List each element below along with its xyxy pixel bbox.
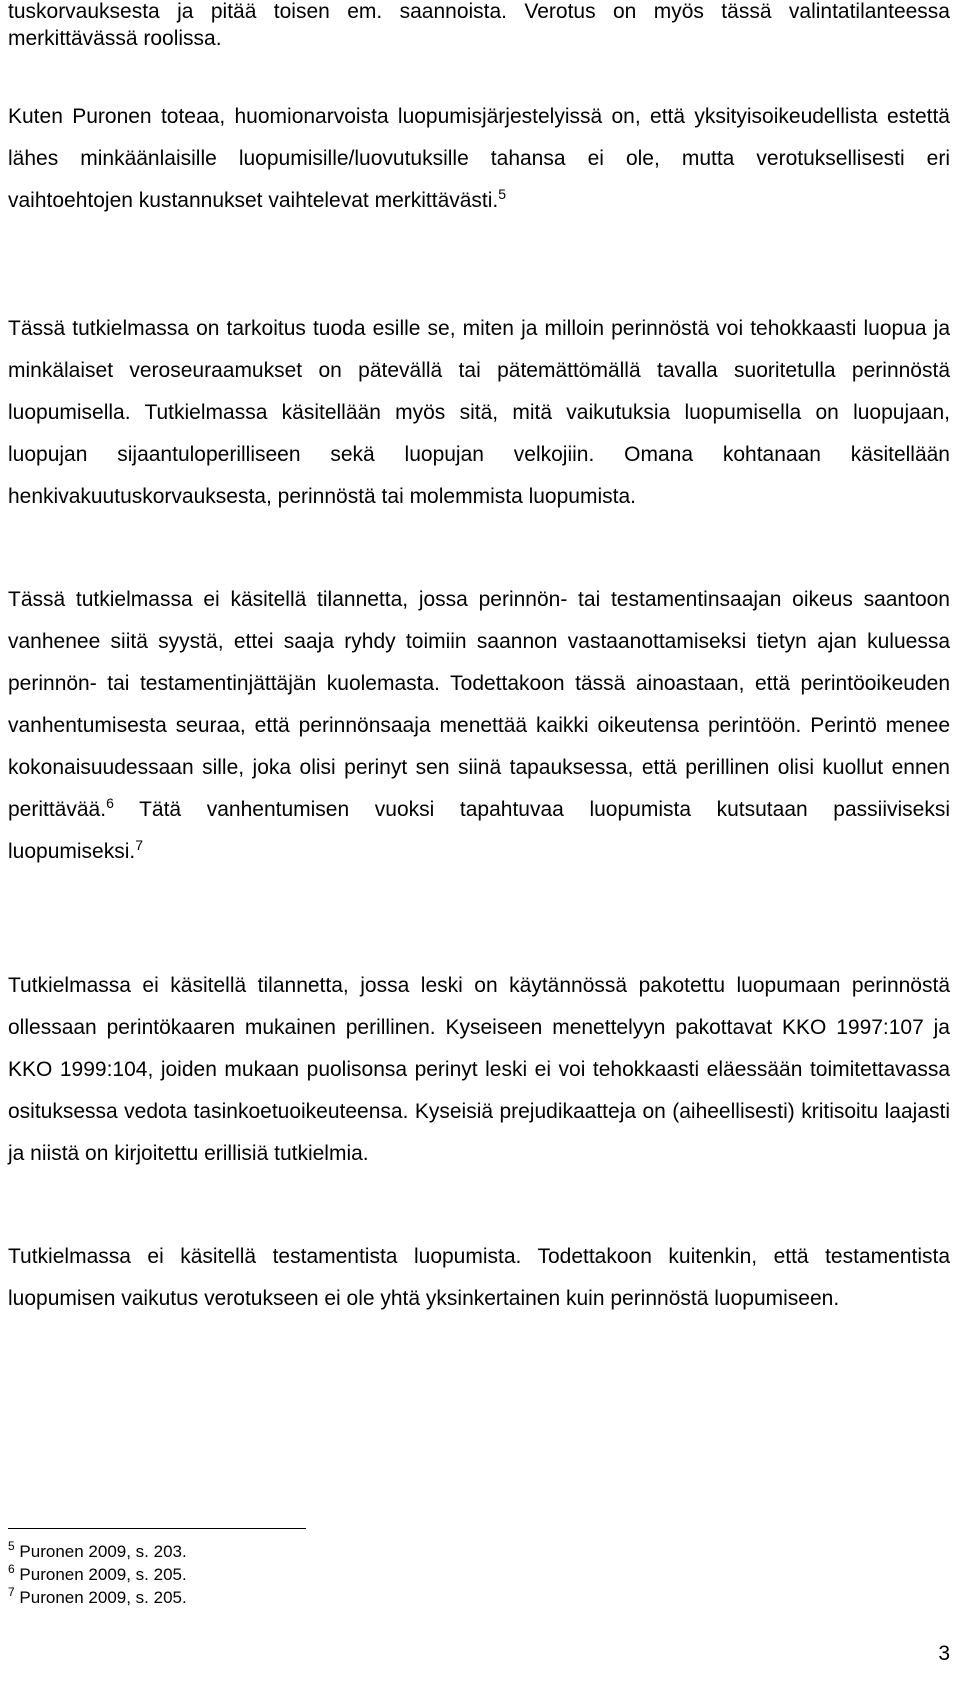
- paragraph-research-purpose: [8, 308, 950, 518]
- paragraph-puronen: [8, 96, 950, 222]
- footnote-reference: 5: [498, 186, 507, 202]
- footnote-number: 5: [8, 1539, 15, 1553]
- footnote-text: Puronen 2009, s. 205.: [14, 1565, 187, 1584]
- paragraph-text: Tätä vanhentumisen vuoksi tapahtuvaa luopumista kutsutaan passiiviseksi luopumiseksi.: [8, 798, 950, 863]
- paragraph-scope-widow: [8, 965, 950, 1175]
- paragraph-text: Tässä tutkielmassa on tarkoitus tuoda esille se, miten ja milloin perinnöstä voi tehokkaasti luopua ja minkälaiset veroseuraamukset on pätevällä tai pätemättömällä tavalla suoritetulla perinnöstä luopumisella. Tutkielmassa käsitellään myös sitä, mitä vaikutuksia luopumisella on luopujaan, luopujan sijaantuloperilliseen sekä luopujan velkojiin. Omana kohtanaan käsitellään henkivakuutuskorvauksesta, perinnöstä tai molemmista luopumista.: [8, 317, 950, 508]
- paragraph-continuation: [8, 0, 950, 52]
- paragraph-text: Tutkielmassa ei käsitellä tilannetta, jossa leski on käytännössä pakotettu luopumaan perinnöstä ollessaan perintökaaren mukainen perillinen. Kyseiseen menettelyyn pakottavat KKO 1997:107 ja KKO 1999:104, joiden mukaan puolisonsa perinyt leski ei voi tehokkaasti eläessään toimitettavassa osituksessa vedota tasinkoetuoikeuteensa. Kyseisiä prejudikaatteja on (aiheellisesti) kritisoitu laajasti ja niistä on kirjoitettu erillisiä tutkielmia.: [8, 974, 950, 1165]
- paragraph-text: tuskorvauksesta ja pitää toisen em. saannoista. Verotus on myös tässä valintatilanteessa merkittävässä roolissa.: [8, 0, 950, 50]
- footnote-text: Puronen 2009, s. 203.: [14, 1542, 187, 1561]
- paragraph-text: Kuten Puronen toteaa, huomionarvoista luopumisjärjestelyissä on, että yksityisoikeudellista estettä lähes minkäänlaisille luopumisille/luovutuksille tahansa ei ole, mutta verotuksellisesti eri vaihtoehtojen kustannukset vaihtelevat merkittävästi.: [8, 105, 950, 212]
- footnote-number: 6: [8, 1562, 15, 1576]
- footnotes: [8, 1540, 187, 1609]
- footnote-number: 7: [8, 1585, 15, 1599]
- paragraph-text: Tutkielmassa ei käsitellä testamentista luopumista. Todettakoon kuitenkin, että testamentista luopumisen vaikutus verotukseen ei ole yhtä yksinkertainen kuin perinnöstä luopumiseen.: [8, 1245, 950, 1310]
- page-number: 3: [938, 1642, 950, 1665]
- footnote-7: [8, 1586, 187, 1609]
- footnote-6: [8, 1563, 187, 1586]
- footnote-reference: 6: [106, 795, 114, 811]
- footnote-text: Puronen 2009, s. 205.: [14, 1588, 187, 1607]
- footnote-reference: 7: [135, 837, 144, 853]
- footnote-separator: [8, 1528, 306, 1529]
- paragraph-scope-expiry: [8, 579, 950, 873]
- paragraph-text: Tässä tutkielmassa ei käsitellä tilannetta, jossa perinnön- tai testamentinsaajan oikeus saantoon vanhenee siitä syystä, ettei saaja ryhdy toimiin saannon vastaanottamiseksi tietyn ajan kuluessa perinnön- tai testamentinjättäjän kuolemasta. Todettakoon tässä ainoastaan, että perintöoikeuden vanhentumisesta seuraa, että perinnönsaaja menettää kaikki oikeutensa perintöön. Perintö menee kokonaisuudessaan sille, joka olisi perinyt sen siinä tapauksessa, että perillinen olisi kuollut ennen perittävää.: [8, 588, 950, 821]
- footnote-5: [8, 1540, 187, 1563]
- paragraph-scope-testament: [8, 1236, 950, 1320]
